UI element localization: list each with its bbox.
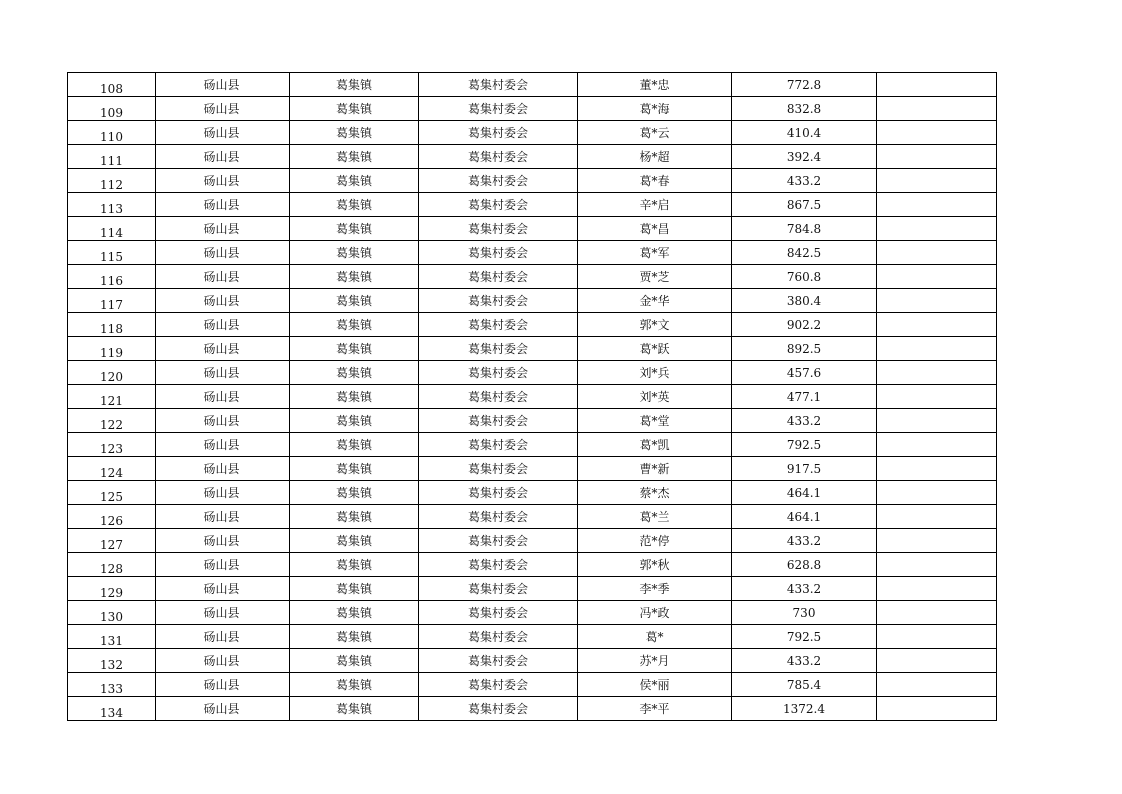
village-committee-cell: 葛集村委会 bbox=[419, 553, 578, 577]
remark-cell bbox=[877, 289, 997, 313]
county-cell: 砀山县 bbox=[156, 625, 290, 649]
person-name-cell: 郭*秋 bbox=[578, 553, 732, 577]
town-cell: 葛集镇 bbox=[290, 169, 419, 193]
person-name-cell: 曹*新 bbox=[578, 457, 732, 481]
amount-cell: 772.8 bbox=[732, 73, 877, 97]
county-cell: 砀山县 bbox=[156, 337, 290, 361]
amount-cell: 433.2 bbox=[732, 649, 877, 673]
person-name-cell: 郭*文 bbox=[578, 313, 732, 337]
table-row bbox=[68, 457, 997, 481]
remark-cell bbox=[877, 265, 997, 289]
amount-cell: 457.6 bbox=[732, 361, 877, 385]
person-name-cell: 葛*云 bbox=[578, 121, 732, 145]
village-committee-cell: 葛集村委会 bbox=[419, 265, 578, 289]
remark-cell bbox=[877, 625, 997, 649]
amount-cell: 1372.4 bbox=[732, 697, 877, 721]
town-cell: 葛集镇 bbox=[290, 433, 419, 457]
row-number-cell: 118 bbox=[68, 313, 156, 337]
table-row bbox=[68, 673, 997, 697]
amount-cell: 892.5 bbox=[732, 337, 877, 361]
amount-cell: 784.8 bbox=[732, 217, 877, 241]
town-cell: 葛集镇 bbox=[290, 409, 419, 433]
person-name-cell: 葛*凯 bbox=[578, 433, 732, 457]
amount-cell: 832.8 bbox=[732, 97, 877, 121]
table-row bbox=[68, 265, 997, 289]
person-name-cell: 金*华 bbox=[578, 289, 732, 313]
person-name-cell: 葛*昌 bbox=[578, 217, 732, 241]
person-name-cell: 杨*超 bbox=[578, 145, 732, 169]
village-committee-cell: 葛集村委会 bbox=[419, 97, 578, 121]
remark-cell bbox=[877, 673, 997, 697]
remark-cell bbox=[877, 313, 997, 337]
county-cell: 砀山县 bbox=[156, 481, 290, 505]
amount-cell: 464.1 bbox=[732, 481, 877, 505]
village-committee-cell: 葛集村委会 bbox=[419, 361, 578, 385]
table-row bbox=[68, 625, 997, 649]
table-row bbox=[68, 697, 997, 721]
table-row bbox=[68, 73, 997, 97]
village-committee-cell: 葛集村委会 bbox=[419, 241, 578, 265]
town-cell: 葛集镇 bbox=[290, 265, 419, 289]
remark-cell bbox=[877, 217, 997, 241]
town-cell: 葛集镇 bbox=[290, 649, 419, 673]
town-cell: 葛集镇 bbox=[290, 553, 419, 577]
town-cell: 葛集镇 bbox=[290, 673, 419, 697]
table-row bbox=[68, 289, 997, 313]
amount-cell: 792.5 bbox=[732, 625, 877, 649]
county-cell: 砀山县 bbox=[156, 121, 290, 145]
county-cell: 砀山县 bbox=[156, 313, 290, 337]
town-cell: 葛集镇 bbox=[290, 73, 419, 97]
county-cell: 砀山县 bbox=[156, 649, 290, 673]
county-cell: 砀山县 bbox=[156, 361, 290, 385]
remark-cell bbox=[877, 97, 997, 121]
village-committee-cell: 葛集村委会 bbox=[419, 697, 578, 721]
person-name-cell: 葛*军 bbox=[578, 241, 732, 265]
table-row bbox=[68, 505, 997, 529]
town-cell: 葛集镇 bbox=[290, 145, 419, 169]
row-number-cell: 120 bbox=[68, 361, 156, 385]
remark-cell bbox=[877, 337, 997, 361]
person-name-cell: 葛*兰 bbox=[578, 505, 732, 529]
amount-cell: 464.1 bbox=[732, 505, 877, 529]
table-row bbox=[68, 481, 997, 505]
village-committee-cell: 葛集村委会 bbox=[419, 313, 578, 337]
amount-cell: 433.2 bbox=[732, 529, 877, 553]
amount-cell: 730 bbox=[732, 601, 877, 625]
table-row bbox=[68, 601, 997, 625]
village-committee-cell: 葛集村委会 bbox=[419, 433, 578, 457]
amount-cell: 628.8 bbox=[732, 553, 877, 577]
remark-cell bbox=[877, 193, 997, 217]
county-cell: 砀山县 bbox=[156, 697, 290, 721]
person-name-cell: 辛*启 bbox=[578, 193, 732, 217]
table-row bbox=[68, 361, 997, 385]
town-cell: 葛集镇 bbox=[290, 193, 419, 217]
table-row bbox=[68, 385, 997, 409]
town-cell: 葛集镇 bbox=[290, 313, 419, 337]
row-number-cell: 132 bbox=[68, 649, 156, 673]
county-cell: 砀山县 bbox=[156, 265, 290, 289]
remark-cell bbox=[877, 145, 997, 169]
county-cell: 砀山县 bbox=[156, 505, 290, 529]
table-row bbox=[68, 313, 997, 337]
town-cell: 葛集镇 bbox=[290, 625, 419, 649]
remark-cell bbox=[877, 481, 997, 505]
row-number-cell: 124 bbox=[68, 457, 156, 481]
remark-cell bbox=[877, 121, 997, 145]
village-committee-cell: 葛集村委会 bbox=[419, 289, 578, 313]
county-cell: 砀山县 bbox=[156, 577, 290, 601]
amount-cell: 410.4 bbox=[732, 121, 877, 145]
town-cell: 葛集镇 bbox=[290, 457, 419, 481]
remark-cell bbox=[877, 697, 997, 721]
row-number-cell: 110 bbox=[68, 121, 156, 145]
town-cell: 葛集镇 bbox=[290, 385, 419, 409]
county-cell: 砀山县 bbox=[156, 553, 290, 577]
remark-cell bbox=[877, 457, 997, 481]
table-row bbox=[68, 121, 997, 145]
village-committee-cell: 葛集村委会 bbox=[419, 337, 578, 361]
town-cell: 葛集镇 bbox=[290, 337, 419, 361]
amount-cell: 760.8 bbox=[732, 265, 877, 289]
village-committee-cell: 葛集村委会 bbox=[419, 505, 578, 529]
table-row bbox=[68, 577, 997, 601]
remark-cell bbox=[877, 577, 997, 601]
amount-cell: 433.2 bbox=[732, 409, 877, 433]
person-name-cell: 刘*英 bbox=[578, 385, 732, 409]
table-row bbox=[68, 145, 997, 169]
row-number-cell: 119 bbox=[68, 337, 156, 361]
table-row bbox=[68, 169, 997, 193]
amount-cell: 792.5 bbox=[732, 433, 877, 457]
table-row bbox=[68, 433, 997, 457]
amount-cell: 785.4 bbox=[732, 673, 877, 697]
table-row bbox=[68, 649, 997, 673]
village-committee-cell: 葛集村委会 bbox=[419, 193, 578, 217]
remark-cell bbox=[877, 409, 997, 433]
person-name-cell: 贾*芝 bbox=[578, 265, 732, 289]
row-number-cell: 108 bbox=[68, 73, 156, 97]
village-committee-cell: 葛集村委会 bbox=[419, 217, 578, 241]
person-name-cell: 葛*海 bbox=[578, 97, 732, 121]
row-number-cell: 134 bbox=[68, 697, 156, 721]
row-number-cell: 126 bbox=[68, 505, 156, 529]
village-committee-cell: 葛集村委会 bbox=[419, 145, 578, 169]
town-cell: 葛集镇 bbox=[290, 361, 419, 385]
row-number-cell: 122 bbox=[68, 409, 156, 433]
village-committee-cell: 葛集村委会 bbox=[419, 625, 578, 649]
person-name-cell: 董*忠 bbox=[578, 73, 732, 97]
person-name-cell: 葛*堂 bbox=[578, 409, 732, 433]
person-name-cell: 葛*春 bbox=[578, 169, 732, 193]
remark-cell bbox=[877, 529, 997, 553]
row-number-cell: 115 bbox=[68, 241, 156, 265]
village-committee-cell: 葛集村委会 bbox=[419, 673, 578, 697]
town-cell: 葛集镇 bbox=[290, 241, 419, 265]
table-row bbox=[68, 409, 997, 433]
person-name-cell: 侯*丽 bbox=[578, 673, 732, 697]
county-cell: 砀山县 bbox=[156, 97, 290, 121]
village-committee-cell: 葛集村委会 bbox=[419, 649, 578, 673]
row-number-cell: 123 bbox=[68, 433, 156, 457]
village-committee-cell: 葛集村委会 bbox=[419, 529, 578, 553]
row-number-cell: 133 bbox=[68, 673, 156, 697]
row-number-cell: 117 bbox=[68, 289, 156, 313]
amount-cell: 380.4 bbox=[732, 289, 877, 313]
row-number-cell: 114 bbox=[68, 217, 156, 241]
row-number-cell: 109 bbox=[68, 97, 156, 121]
person-name-cell: 冯*政 bbox=[578, 601, 732, 625]
remark-cell bbox=[877, 505, 997, 529]
amount-cell: 867.5 bbox=[732, 193, 877, 217]
table-row bbox=[68, 553, 997, 577]
row-number-cell: 127 bbox=[68, 529, 156, 553]
row-number-cell: 130 bbox=[68, 601, 156, 625]
person-name-cell: 李*季 bbox=[578, 577, 732, 601]
town-cell: 葛集镇 bbox=[290, 529, 419, 553]
remark-cell bbox=[877, 553, 997, 577]
person-name-cell: 范*停 bbox=[578, 529, 732, 553]
amount-cell: 842.5 bbox=[732, 241, 877, 265]
town-cell: 葛集镇 bbox=[290, 121, 419, 145]
county-cell: 砀山县 bbox=[156, 673, 290, 697]
row-number-cell: 129 bbox=[68, 577, 156, 601]
amount-cell: 392.4 bbox=[732, 145, 877, 169]
county-cell: 砀山县 bbox=[156, 529, 290, 553]
village-committee-cell: 葛集村委会 bbox=[419, 385, 578, 409]
table-row bbox=[68, 217, 997, 241]
remark-cell bbox=[877, 649, 997, 673]
table-row bbox=[68, 337, 997, 361]
table-row bbox=[68, 241, 997, 265]
village-committee-cell: 葛集村委会 bbox=[419, 577, 578, 601]
row-number-cell: 111 bbox=[68, 145, 156, 169]
county-cell: 砀山县 bbox=[156, 457, 290, 481]
village-committee-cell: 葛集村委会 bbox=[419, 409, 578, 433]
village-committee-cell: 葛集村委会 bbox=[419, 73, 578, 97]
county-cell: 砀山县 bbox=[156, 169, 290, 193]
village-committee-cell: 葛集村委会 bbox=[419, 169, 578, 193]
county-cell: 砀山县 bbox=[156, 385, 290, 409]
remark-cell bbox=[877, 361, 997, 385]
row-number-cell: 128 bbox=[68, 553, 156, 577]
county-cell: 砀山县 bbox=[156, 409, 290, 433]
person-name-cell: 刘*兵 bbox=[578, 361, 732, 385]
person-name-cell: 葛*跃 bbox=[578, 337, 732, 361]
table-row bbox=[68, 529, 997, 553]
remark-cell bbox=[877, 433, 997, 457]
remark-cell bbox=[877, 169, 997, 193]
amount-cell: 477.1 bbox=[732, 385, 877, 409]
amount-cell: 433.2 bbox=[732, 169, 877, 193]
person-name-cell: 蔡*杰 bbox=[578, 481, 732, 505]
village-committee-cell: 葛集村委会 bbox=[419, 481, 578, 505]
town-cell: 葛集镇 bbox=[290, 697, 419, 721]
remark-cell bbox=[877, 601, 997, 625]
person-name-cell: 苏*月 bbox=[578, 649, 732, 673]
village-committee-cell: 葛集村委会 bbox=[419, 121, 578, 145]
row-number-cell: 131 bbox=[68, 625, 156, 649]
person-name-cell: 李*平 bbox=[578, 697, 732, 721]
town-cell: 葛集镇 bbox=[290, 481, 419, 505]
row-number-cell: 113 bbox=[68, 193, 156, 217]
town-cell: 葛集镇 bbox=[290, 577, 419, 601]
data-table bbox=[67, 72, 997, 721]
row-number-cell: 121 bbox=[68, 385, 156, 409]
amount-cell: 902.2 bbox=[732, 313, 877, 337]
row-number-cell: 112 bbox=[68, 169, 156, 193]
village-committee-cell: 葛集村委会 bbox=[419, 457, 578, 481]
county-cell: 砀山县 bbox=[156, 145, 290, 169]
table-row bbox=[68, 193, 997, 217]
town-cell: 葛集镇 bbox=[290, 97, 419, 121]
county-cell: 砀山县 bbox=[156, 241, 290, 265]
table-body bbox=[68, 73, 997, 721]
county-cell: 砀山县 bbox=[156, 289, 290, 313]
amount-cell: 917.5 bbox=[732, 457, 877, 481]
county-cell: 砀山县 bbox=[156, 601, 290, 625]
town-cell: 葛集镇 bbox=[290, 601, 419, 625]
remark-cell bbox=[877, 241, 997, 265]
county-cell: 砀山县 bbox=[156, 193, 290, 217]
amount-cell: 433.2 bbox=[732, 577, 877, 601]
remark-cell bbox=[877, 385, 997, 409]
remark-cell bbox=[877, 73, 997, 97]
county-cell: 砀山县 bbox=[156, 217, 290, 241]
county-cell: 砀山县 bbox=[156, 73, 290, 97]
county-cell: 砀山县 bbox=[156, 433, 290, 457]
village-committee-cell: 葛集村委会 bbox=[419, 601, 578, 625]
town-cell: 葛集镇 bbox=[290, 289, 419, 313]
town-cell: 葛集镇 bbox=[290, 217, 419, 241]
row-number-cell: 116 bbox=[68, 265, 156, 289]
town-cell: 葛集镇 bbox=[290, 505, 419, 529]
person-name-cell: 葛* bbox=[578, 625, 732, 649]
row-number-cell: 125 bbox=[68, 481, 156, 505]
table-row bbox=[68, 97, 997, 121]
